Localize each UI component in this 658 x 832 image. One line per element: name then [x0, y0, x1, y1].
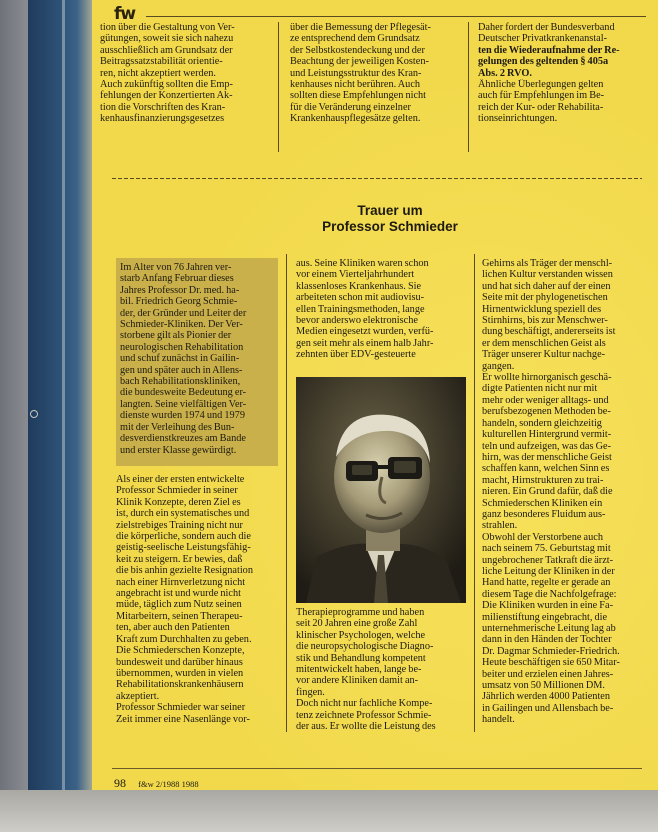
text-line: müde, täglich zum Nutz seinen: [116, 599, 242, 611]
text-line: dung beschäftigt, andererseits ist: [482, 326, 616, 338]
article-column-2-bottom: [296, 607, 466, 732]
text-line: ten die Wiederaufnahme der Re-: [478, 44, 620, 56]
text-line: Jahres Professor Dr. med. ha-: [120, 284, 240, 296]
text-line: dann in den Händen der Tochter: [482, 634, 612, 646]
column-divider: [468, 22, 469, 152]
text-line: Kraft zum Durchhalten zu geben.: [116, 633, 252, 645]
article-column-1: [116, 474, 278, 725]
text-line: über die Bemessung der Pflegesät-: [290, 22, 431, 33]
text-line: klassenloses Krankenhaus. Sie: [296, 280, 422, 292]
text-line: Deutscher Privatkrankenanstal-: [478, 33, 608, 45]
column-divider: [474, 254, 475, 732]
text-line: Als einer der ersten entwickelte: [116, 474, 245, 485]
page-number: 98: [114, 776, 126, 790]
text-line: ze entsprechend dem Grundsatz: [290, 33, 420, 45]
text-line: gen und später auch in Allens-: [120, 364, 243, 376]
text-line: seit 20 Jahren eine große Zahl: [296, 618, 418, 630]
spine-edge: [62, 0, 65, 790]
text-line: er dem menschlichen Geist als: [482, 337, 606, 349]
text-line: Mitarbeitern, seinen Therapeu-: [116, 610, 243, 622]
text-line: zielstrebiges Training nicht nur: [116, 519, 243, 531]
text-line: beiter und erzielen einen Jahres-: [482, 668, 614, 680]
title-line-2: Professor Schmieder: [322, 219, 458, 234]
text-line: nach einer Hirnverletzung nicht: [116, 576, 246, 588]
text-line: kenhauses nicht berühren. Auch: [290, 79, 421, 91]
text-line: die körperliche, sondern auch die: [116, 531, 251, 543]
header-rule: [146, 16, 646, 17]
top-column-2: [290, 22, 452, 125]
article-column-2-top: [296, 258, 466, 361]
text-line: Stirnhirns, bis zur Menschwer-: [482, 315, 608, 327]
text-line: vor andere Kliniken damit an-: [296, 675, 419, 687]
text-line: und schuf zunächst in Gailin-: [120, 353, 240, 365]
portrait-illustration: [296, 377, 466, 603]
text-line: arbeiteten schon mit audiovisu-: [296, 292, 425, 304]
text-line: neurologischen Rehabilitation: [120, 341, 244, 353]
text-line: gelungen des geltenden § 405a: [478, 56, 609, 68]
text-line: der, der Gründer und Leiter der: [120, 307, 247, 319]
text-line: und hat sich daher auf der einen: [482, 280, 611, 292]
text-line: Schmieder-Kliniken. Der Ver-: [120, 319, 243, 331]
text-line: starb Anfang Februar dieses: [120, 273, 234, 285]
text-line: Therapieprogramme und haben: [296, 607, 425, 618]
text-line: Jährlich werden 4000 Patienten: [482, 691, 611, 703]
text-line: zehnten über EDV-gesteuerte: [296, 349, 416, 361]
text-line: Hand hatte, regelte er gerade an: [482, 577, 611, 589]
text-line: Beachtung der jeweiligen Kosten-: [290, 56, 429, 68]
text-line: macht, Hirnstrukturen zu trai-: [482, 474, 604, 486]
publication-name: f&w 2/1988 1988: [138, 779, 199, 789]
text-line: reich der Kur- oder Rehabilita-: [478, 101, 604, 113]
text-line: diesem Tage die Nachfolgefrage:: [482, 588, 617, 600]
intro-box: [116, 258, 278, 466]
footer-rule: [112, 768, 642, 769]
text-line: fehlungen der Konzertierten Ak-: [100, 90, 233, 102]
text-line: handelt.: [482, 714, 515, 726]
text-line: vor einem Vierteljahrhundert: [296, 269, 415, 281]
text-line: bach Rehabilitationskliniken,: [120, 376, 241, 388]
text-line: Ähnliche Überlegungen gelten: [478, 79, 604, 91]
text-line: ellen Trainingsmethoden, lange: [296, 303, 425, 315]
text-line: die bis anhin gezielte Resignation: [116, 565, 253, 577]
text-line: mit der Verleihung des Bun-: [120, 421, 235, 433]
text-line: bil. Friedrich Georg Schmie-: [120, 296, 238, 308]
text-line: Schmiederschen Kliniken ein: [482, 497, 603, 509]
text-line: Obwohl der Verstorbene auch: [482, 531, 603, 543]
text-line: klinischer Psychologen, welche: [296, 629, 426, 641]
background-bottom: [0, 790, 658, 832]
text-line: stik und Behandlung kompetent: [296, 652, 426, 664]
text-line: bundesweit und darüber hinaus: [116, 656, 243, 668]
magazine-page: [92, 0, 658, 790]
article-column-3: [482, 258, 646, 726]
text-line: Daher fordert der Bundesverband: [478, 22, 615, 33]
text-line: Professor Schmieder war seiner: [116, 702, 246, 714]
text-line: aus. Seine Kliniken waren schon: [296, 258, 429, 269]
top-column-3: [478, 22, 646, 125]
text-line: bevor anderswo elektronische: [296, 315, 418, 327]
text-line: gütungen, soweit sie sich nahezu: [100, 33, 234, 45]
text-line: Beitragssatzstabilität orientie-: [100, 56, 223, 68]
text-line: berufsbezogenen Methoden be-: [482, 406, 611, 418]
text-line: umsatz von 50 Millionen DM.: [482, 680, 605, 692]
text-line: Heute beschäftigen sie 650 Mitar-: [482, 657, 620, 669]
text-line: Seite mit der phylogenetischen: [482, 292, 608, 304]
text-line: Die Schmiederschen Konzepte,: [116, 645, 245, 657]
text-line: Hirnentwicklung speziell des: [482, 303, 602, 315]
text-line: angebracht ist und wurde nicht: [116, 588, 241, 600]
text-line: Medien eingesetzt wurden, verfü-: [296, 326, 434, 338]
text-line: nach seinem 75. Geburtstag mit: [482, 543, 611, 555]
text-line: die neuropsychologische Diagno-: [296, 641, 434, 653]
top-column-1: [100, 22, 264, 125]
intro-text: [120, 262, 274, 456]
text-line: der Selbstkostendeckung und der: [290, 44, 425, 56]
text-line: Abs. 2 RVO.: [478, 67, 532, 79]
text-line: Krankenhauspflegesätze gelten.: [290, 113, 421, 125]
section-divider: [112, 178, 642, 179]
text-line: Rehabilitationskrankenhäusern: [116, 679, 244, 691]
text-line: in Gailingen und Allensbach be-: [482, 702, 614, 714]
text-line: storbene gilt als Pionier der: [120, 330, 232, 342]
text-line: Er wollte hirnorganisch geschä-: [482, 372, 612, 384]
text-line: langten. Seine vielfältigen Ver-: [120, 398, 247, 410]
text-line: mitentwickelt haben, lange be-: [296, 664, 422, 676]
text-line: Klinik Konzepte, deren Ziel es: [116, 496, 241, 508]
text-line: übernommen, wurden in vielen: [116, 667, 244, 679]
text-line: kulturellen Hintergrund vermit-: [482, 429, 612, 441]
page-footer: [114, 776, 199, 791]
text-line: ten, aber auch den Patienten: [116, 622, 230, 634]
text-line: der aus. Er wollte die Leistung des: [296, 721, 436, 733]
text-line: kenhausfinanzierungsgesetzes: [100, 113, 225, 125]
binding-hole-icon: [30, 410, 38, 418]
text-line: digte Patienten nicht nur mit: [482, 383, 598, 395]
text-line: tenz zeichnete Professor Schmie-: [296, 709, 432, 721]
text-line: tionseinrichtungen.: [478, 113, 558, 125]
text-line: tion über die Gestaltung von Ver-: [100, 22, 235, 33]
text-line: handeln, sondern gleichzeitig: [482, 417, 602, 429]
text-line: für die Veränderung einzelner: [290, 101, 411, 113]
background-left: [0, 0, 28, 832]
text-line: fingen.: [296, 686, 325, 698]
text-line: hirn, was der menschliche Geist: [482, 451, 612, 463]
text-line: Doch nicht nur fachliche Kompe-: [296, 698, 433, 710]
text-line: Professor Schmieder in seiner: [116, 485, 238, 497]
text-line: gen seit mehr als einem halb Jahr-: [296, 337, 434, 349]
text-line: Dr. Dagmar Schmieder-Friedrich.: [482, 645, 620, 657]
text-line: unternehmerische Leitung lag ab: [482, 623, 616, 634]
article-title: [290, 203, 490, 235]
text-line: und erster Klasse gewürdigt.: [120, 444, 237, 456]
text-line: strahlen.: [482, 520, 518, 532]
text-line: tion die Vorschriften des Kran-: [100, 101, 226, 113]
text-line: Gehirns als Träger der menschl-: [482, 258, 613, 269]
column-divider: [286, 254, 287, 732]
text-line: die bundesweite Bedeutung er-: [120, 387, 247, 399]
text-line: desverdienstkreuzes am Bande: [120, 433, 246, 445]
text-line: lichen Kultur verstanden wissen: [482, 269, 613, 281]
text-line: akzeptiert.: [116, 690, 160, 702]
magazine-logo: fw: [114, 4, 136, 24]
text-line: geistig-seelische Leistungsfähig-: [116, 542, 251, 554]
text-line: ganz besonderes Fluidum aus-: [482, 508, 606, 520]
text-line: Zeit immer eine Nasenlänge vor-: [116, 713, 250, 725]
text-line: Die Kliniken wurden in eine Fa-: [482, 600, 614, 612]
text-line: Träger unserer Kultur nachge-: [482, 349, 606, 361]
text-line: mehr oder weniger alltags- und: [482, 394, 609, 406]
text-line: keit zu steigern. Er bewies, daß: [116, 553, 243, 565]
text-line: ist, durch ein systematisches und: [116, 508, 250, 520]
text-line: milienstiftung eingebracht, die: [482, 611, 608, 623]
text-line: teln und aufzeigen, was das Ge-: [482, 440, 612, 452]
text-line: sollten diese Empfehlungen nicht: [290, 90, 427, 102]
text-line: ren, nicht akzeptiert werden.: [100, 67, 216, 79]
column-divider: [278, 22, 279, 152]
text-line: Im Alter von 76 Jahren ver-: [120, 262, 232, 273]
text-line: auch für Empfehlungen im Be-: [478, 90, 605, 102]
text-line: schaffen kann, welchen Sinn es: [482, 463, 610, 475]
text-line: dienste wurden 1974 und 1979: [120, 410, 245, 422]
text-line: ausschließlich am Grundsatz der: [100, 44, 233, 56]
text-line: gangen.: [482, 360, 515, 372]
text-line: ungebrochener Tatkraft die ärzt-: [482, 554, 614, 566]
text-line: und Leistungsstruktur des Kran-: [290, 67, 422, 79]
text-line: nieren. Ein Grund dafür, daß die: [482, 486, 613, 498]
text-line: liche Leitung der Kliniken in der: [482, 565, 615, 577]
portrait-photo: [296, 377, 466, 603]
title-line-1: Trauer um: [357, 203, 423, 218]
text-line: Auch zukünftig sollten die Emp-: [100, 79, 233, 91]
